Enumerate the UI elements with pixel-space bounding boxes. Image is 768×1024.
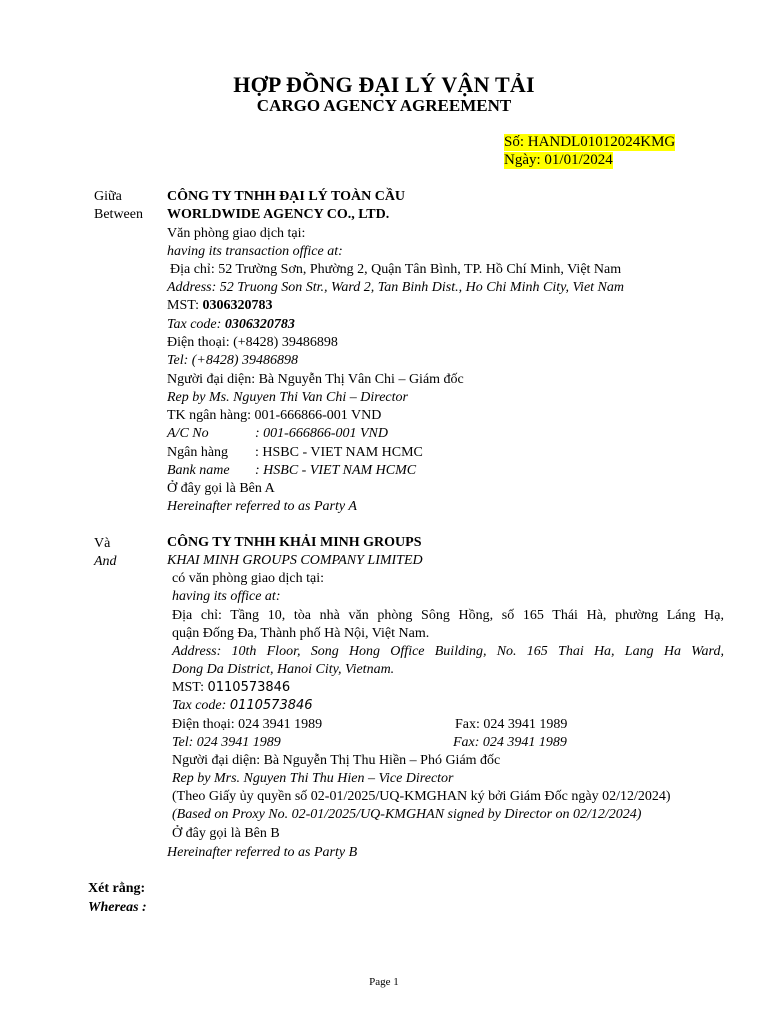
party-b-phone-vi: Điện thoại: 024 3941 1989 xyxy=(172,717,323,732)
party-b-office-vi: có văn phòng giao dịch tại: xyxy=(172,571,325,586)
party-a-label-vi: Giữa xyxy=(94,189,122,204)
party-a-tax-vi xyxy=(167,297,272,315)
party-b-address-en-2: Dong Da District, Hanoi City, Vietnam. xyxy=(172,662,395,677)
party-a-account-vi: TK ngân hàng: 001-666866-001 VND xyxy=(167,408,382,423)
party-b-tax-vi xyxy=(172,679,290,697)
party-b-tax-label-en: Tax code: xyxy=(172,698,230,713)
party-a-phone-en: Tel: (+8428) 39486898 xyxy=(167,353,299,368)
party-a-called-en: Hereinafter referred to as Party A xyxy=(167,499,357,514)
party-a-rep-vi: Người đại diện: Bà Nguyễn Thị Vân Chi – Giám đốc xyxy=(167,372,464,387)
whereas-vi: Xét rằng: xyxy=(88,881,146,896)
party-b-address-vi-1: Địa chỉ: Tầng 10, tòa nhà văn phòng Sông Hồng, số 165 Thái Hà, phường Láng Hạ, xyxy=(172,608,724,623)
party-b-proxy-vi: (Theo Giấy ủy quyền số 02-01/2025/UQ-KMGHAN ký bởi Giám Đốc ngày 02/12/2024) xyxy=(172,789,671,804)
party-a-address-en: Address: 52 Truong Son Str., Ward 2, Tan Binh Dist., Ho Chi Minh City, Viet Nam xyxy=(167,280,624,295)
party-b-called-vi: Ở đây gọi là Bên B xyxy=(172,826,280,841)
party-b-fax-vi: Fax: 024 3941 1989 xyxy=(455,717,568,732)
party-a-label-en: Between xyxy=(94,207,143,222)
party-a-tax-value-en: 0306320783 xyxy=(224,317,295,332)
party-b-rep-vi: Người đại diện: Bà Nguyễn Thị Thu Hiền – Phó Giám đốc xyxy=(172,753,501,768)
party-b-phone-en: Tel: 024 3941 1989 xyxy=(172,735,281,750)
party-b-address-en-1: Address: 10th Floor, Song Hong Office Building, No. 165 Thai Ha, Lang Ha Ward, xyxy=(172,644,724,659)
party-b-label-vi: Và xyxy=(94,536,111,551)
party-a-name-vi: CÔNG TY TNHH ĐẠI LÝ TOÀN CẦU xyxy=(167,189,406,204)
party-b-office-en: having its office at: xyxy=(172,589,281,604)
party-b-tax-en xyxy=(172,697,313,715)
party-a-name-en: WORLDWIDE AGENCY CO., LTD. xyxy=(167,207,390,222)
party-b-proxy-en: (Based on Proxy No. 02-01/2025/UQ-KMGHAN signed by Director on 02/12/2024) xyxy=(172,807,642,822)
document-subtitle: CARGO AGENCY AGREEMENT xyxy=(256,96,512,115)
party-a-bank-en xyxy=(167,462,416,480)
page-number: Page 1 xyxy=(369,976,399,988)
party-a-called-vi: Ở đây gọi là Bên A xyxy=(167,481,275,496)
party-b-tax-value-en: 0110573846 xyxy=(229,698,313,713)
party-a-tax-label-en: Tax code: xyxy=(167,317,225,332)
contract-date: Ngày: 01/01/2024 xyxy=(504,152,613,168)
party-b-fax-en: Fax: 024 3941 1989 xyxy=(453,735,567,750)
party-a-rep-en: Rep by Ms. Nguyen Thi Van Chi – Director xyxy=(167,390,408,405)
party-a-account-label-en: A/C No xyxy=(167,426,209,441)
party-a-bank-label-vi: Ngân hàng xyxy=(167,445,229,460)
party-a-address-vi: Địa chỉ: 52 Trường Sơn, Phường 2, Quận Tân Bình, TP. Hồ Chí Minh, Việt Nam xyxy=(170,262,622,277)
party-a-bank-value-vi: : HSBC - VIET NAM HCMC xyxy=(255,445,423,460)
party-a-account-en xyxy=(167,425,388,443)
document-title: HỢP ĐỒNG ĐẠI LÝ VẬN TẢI xyxy=(233,72,535,97)
party-a-account-value-en: : 001-666866-001 VND xyxy=(255,426,388,441)
party-a-bank-label-en: Bank name xyxy=(167,463,230,478)
party-b-called-en: Hereinafter referred to as Party B xyxy=(167,845,358,860)
party-b-name-en: KHAI MINH GROUPS COMPANY LIMITED xyxy=(167,553,423,568)
whereas-en: Whereas : xyxy=(88,900,147,915)
party-b-rep-en: Rep by Mrs. Nguyen Thi Thu Hien – Vice Director xyxy=(172,771,454,786)
party-a-tax-en xyxy=(167,316,295,334)
party-b-label-en: And xyxy=(94,554,117,569)
party-b-tax-label-vi: MST: xyxy=(172,680,208,695)
party-a-tax-value-vi: 0306320783 xyxy=(202,298,273,313)
party-a-office-en: having its transaction office at: xyxy=(167,244,343,259)
party-b-address-vi-2: quận Đống Đa, Thành phố Hà Nội, Việt Nam. xyxy=(172,626,430,641)
party-b-tax-value-vi: 0110573846 xyxy=(207,680,291,695)
party-a-bank-value-en: : HSBC - VIET NAM HCMC xyxy=(255,463,417,478)
party-b-name-vi: CÔNG TY TNHH KHẢI MINH GROUPS xyxy=(167,535,422,550)
contract-number: Số: HANDL01012024KMG xyxy=(504,134,676,150)
party-a-tax-label-vi: MST: xyxy=(167,298,203,313)
party-a-office-vi: Văn phòng giao dịch tại: xyxy=(167,226,306,241)
party-a-bank-vi xyxy=(167,444,423,462)
party-a-phone-vi: Điện thoại: (+8428) 39486898 xyxy=(167,335,338,350)
